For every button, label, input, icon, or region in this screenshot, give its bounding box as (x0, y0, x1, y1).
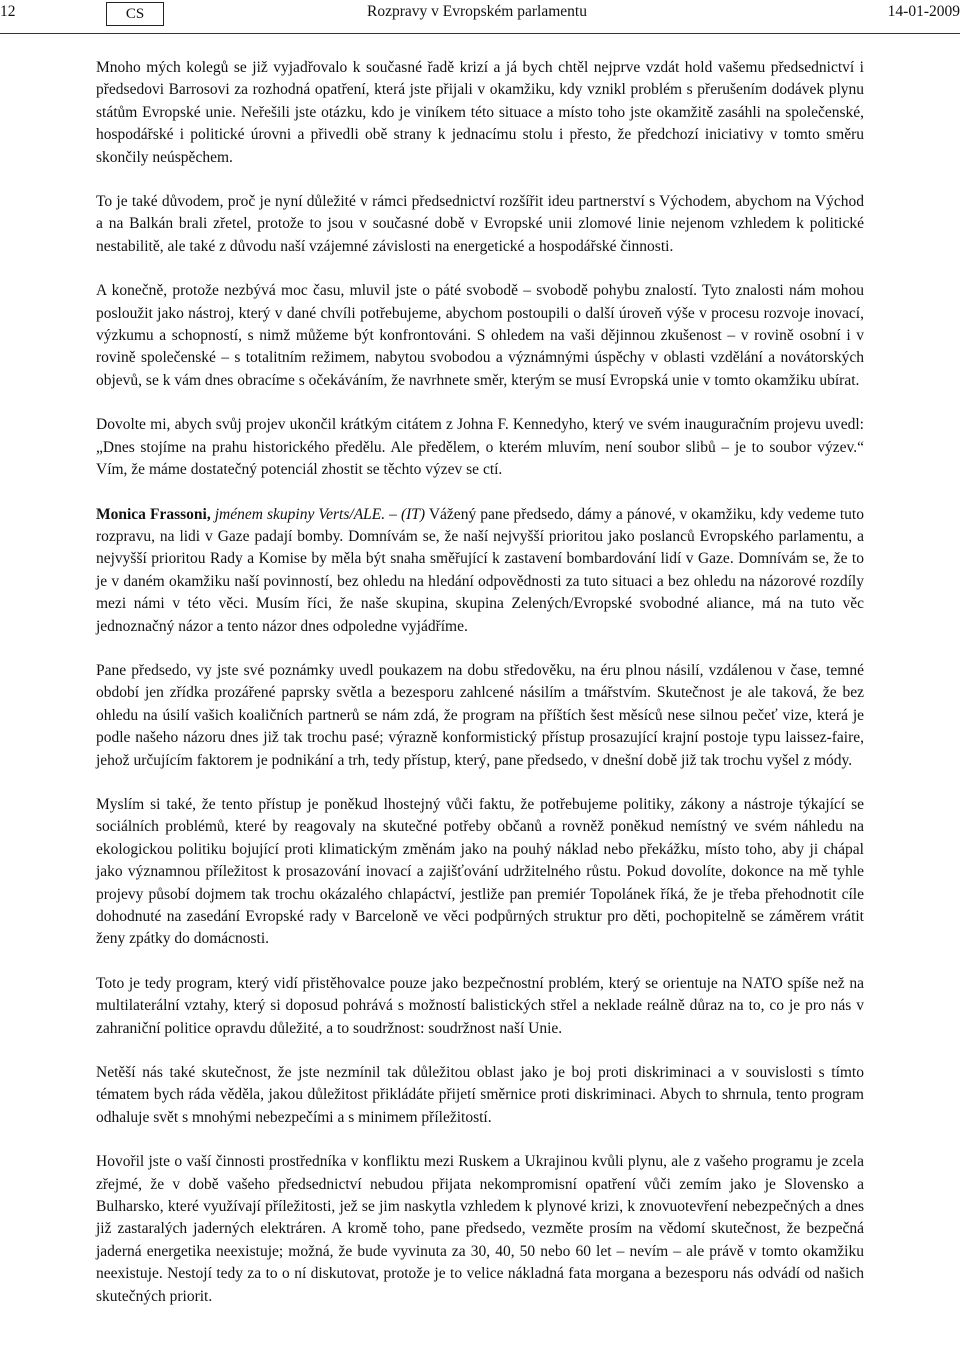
document-body (96, 57, 864, 1330)
header-divider (0, 33, 960, 34)
paragraph: Pane předsedo, vy jste své poznámky uvedl poukazem na dobu středověku, na éru plnou násilí, vzdálenou v čase, temné období jen zřídka prozářené paprsky světla a bezesporu zahlcené násilím a tmářstvím. Skutečnost je ale taková, že bez ohledu na úsilí vašich koaličních partnerů se nám zdá, že program na příštích šest měsíců nese silnou pečeť vize, která je podle našeho názoru dnes již tak trochu pasé; výrazně konformistický přístup prosazující krajní postoje typu laissez-faire, jehož určujícím faktorem je podnikání a trh, tedy přístup, který, pane předsedo, v dnešní době již tak trochu vyšel z módy. (96, 661, 864, 769)
page-header (0, 0, 960, 27)
paragraph: Toto je tedy program, který vidí přistěhovalce pouze jako bezpečnostní problém, který se orientuje na NATO spíše než na multilaterální vztahy, který si doposud pohrává s možností balistických střel a neklade reálně důraz na to, co je pro nás v zahraniční politice opravdu důležité, a to soudržnost: soudržnost naší Unie. (96, 974, 864, 1037)
page-number: 12 (0, 3, 16, 20)
language-badge: CS (106, 2, 164, 26)
speech-paragraph: Monica Frassoni, jménem skupiny Verts/ALE. – (IT) Vážený pane předsedo, dámy a pánové, v okamžiku, kdy vedeme tuto rozpravu, na lidi v Gaze padají bomby. Domnívám se, že naší nejvyšší prioritou jako poslanců Evropského parlamentu, a nejvyšší prioritou Rady a Komise by měla být snaha směřující k zastavení bombardování lidí v Gaze. Domnívám se, že to je v daném okamžiku naší povinností, bez ohledu na hledání odpovědnosti za tuto situaci a bez ohledu na názorové rozdíly mezi námi v této věci. Musím říci, že naše skupina, skupina Zelených/Evropské svobodné aliance, má na tuto věc jednoznačný názor a tento názor dnes odpoledne vyjádříme. (96, 505, 864, 635)
paragraph: Dovolte mi, abych svůj projev ukončil krátkým citátem z Johna F. Kennedyho, který ve svém inauguračním projevu uvedl: „Dnes stojíme na prahu historického předělu. Ale předělem, o kterém mluvím, není soubor slibů – je to soubor výzev.“ Vím, že máme dostatečný potenciál zhostit se těchto výzev se ctí. (96, 416, 864, 479)
document-title: Rozpravy v Evropském parlamentu (367, 3, 587, 20)
paragraph: To je také důvodem, proč je nyní důležité v rámci předsednictví rozšířit ideu partnerství s Východem, abychom na Východ a na Balkán brali zřetel, protože to jsou v současné době v Evropské unii zlomové linie nejenom vzhledem k politické nestabilitě, ale také z důvodu naší vzájemné závislosti na energetické a hospodářské činnosti. (96, 193, 864, 255)
paragraph: Myslím si také, že tento přístup je poněkud lhostejný vůči faktu, že potřebujeme politiky, zákony a nástroje týkající se sociálních problémů, které by reagovaly na skutečné potřeby občanů a rovněž poněkud nemístný ve svém náhledu na ekologickou politiku bojující proti klimatickým změnám jako na pouhý náklad nebo překážku, místo toho, aby ji chápal jako významnou příležitost k prosazování inovací a zajišťování udržitelného růstu. Pokud dovolíte, dokonce na mě tyhle projevy působí dojmem tak trochu okázalého chlapáctví, jestliže pan premiér Topolánek říká, že je třeba přehodnotit cíle dohodnuté na zasedání Evropské rady v Barceloně ve věci podpůrných struktur pro děti, pochopitelně se záměrem vrátit ženy zpátky do domácnosti. (96, 795, 864, 948)
paragraph: Hovořil jste o vaší činnosti prostředníka v konfliktu mezi Ruskem a Ukrajinou kvůli plynu, ale z vašeho programu je zcela zřejmé, že v době vašeho předsednictví nebudou přijata nekompromisní opatření vůči zemím jako je Slovensko a Bulharsko, které využívají příležitosti, jež se jim naskytla vzhledem k plynové krizi, k znovuotevření nebezpečných a dnes již zastaralých jaderných elektráren. A kromě toho, pane předsedo, vezměte prosím na vědomí skutečnost, že bezpečná jaderná energetika neexistuje; možná, že bude vyvinuta za 30, 40, 50 nebo 60 let – nevím – ale právě v tomto okamžiku neexistuje. Nestojí tedy za to o ní diskutovat, protože je to velice nákladná fata morgana a bezesporu nás odvádí od našich skutečných priorit. (96, 1153, 864, 1305)
speech-text: Vážený pane předsedo, dámy a pánové, v okamžiku, kdy vedeme tuto rozpravu, na lidi v Gaze padají bomby. Domnívám se, že naší nejvyšší prioritou jako poslanců Evropského parlamentu, a nejvyšší prioritou Rady a Komise by měla být snaha směřující k zastavení bombardování lidí v Gaze. Domnívám se, že to je v daném okamžiku naší povinností, bez ohledu na hledání odpovědnosti za tuto situaci a bez ohledu na názorové rozdíly mezi námi v této věci. Musím říci, že naše skupina, skupina Zelených/Evropské svobodné aliance, má na tuto věc jednoznačný názor a tento názor dnes odpoledne vyjádříme. (96, 505, 864, 635)
speaker-role: jménem skupiny Verts/ALE. (214, 505, 386, 523)
document-date: 14-01-2009 (887, 3, 960, 20)
paragraph: Mnoho mých kolegů se již vyjadřovalo k současné řadě krizí a já bych chtěl nejprve vzdát hold vašemu předsednictví i předsedovi Barrosovi za rozhodná opatření, která jste přijali v okamžiku, kdy vznikl problém s přerušením dodávek plynu státům Evropské unie. Neřešili jste otázku, kdo je viníkem této situace a místo toho jste okamžitě zasáhli na společenské, hospodářské i politické úrovni a přivedli obě strany k jednacímu stolu i přesto, že předchozí iniciativy v tomto směru skončily neúspěchem. (96, 59, 864, 166)
speaker-name: Monica Frassoni, (96, 505, 211, 523)
paragraph: A konečně, protože nezbývá moc času, mluvil jste o páté svobodě – svobodě pohybu znalostí. Tyto znalosti nám mohou posloužit jako nástroj, který v dané chvíli potřebujeme, abychom postoupili o další úroveň výše v procesu rozvoje inovací, výzkumu a schopností, s nimž můžeme být konfrontováni. S ohledem na vaši dějinnou zkušenost – v rovině osobní i v rovině společenské – s totalitním režimem, nabytou svobodou a význámnými úspěchy v oblasti vzdělání a novátorských objevů, se k vám dnes obracíme s očekáváním, že navrhnete směr, kterým se musí Evropská unie v tomto okamžiku ubírat. (96, 282, 864, 389)
paragraph: Netěší nás také skutečnost, že jste nezmínil tak důležitou oblast jako je boj proti diskriminaci a v souvislosti s tímto tématem bych ráda věděla, jakou důležitost přikládáte přijetí směrnice proti diskriminaci. Abych to shrnula, tento program odhaluje svět s mnohými nebezpečími a s minimem příležitostí. (96, 1064, 864, 1126)
speaker-language: (IT) (400, 505, 426, 523)
